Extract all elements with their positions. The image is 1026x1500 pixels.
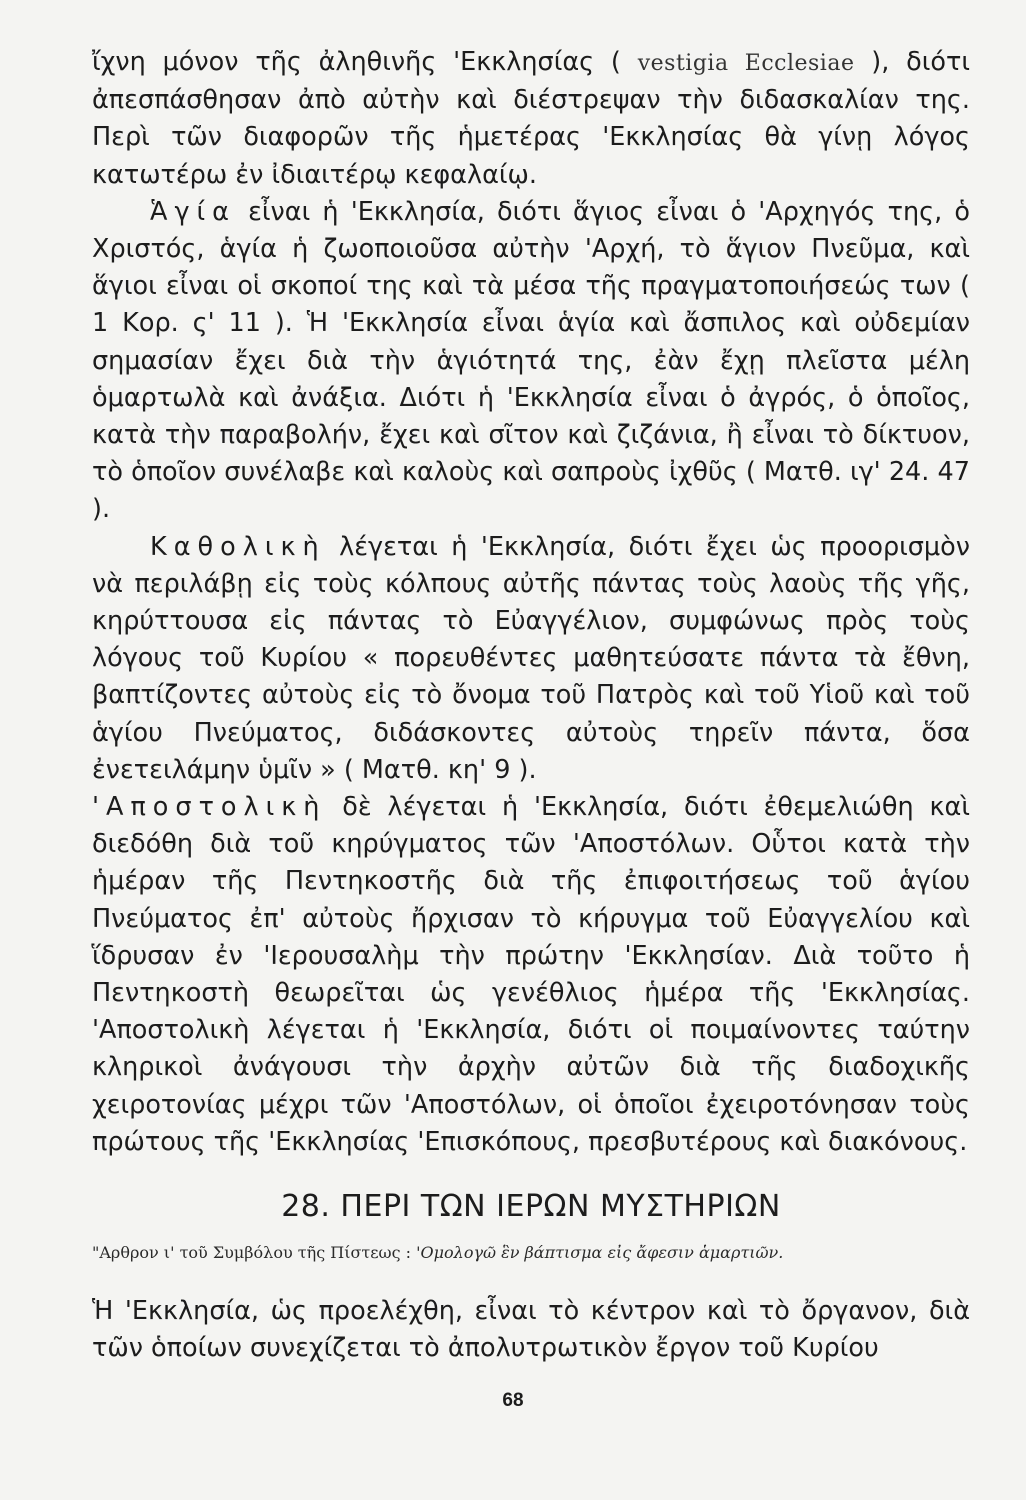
paragraph-church-center: Ἡ 'Εκκλησία, ὡς προελέχθη, εἶναι τὸ κέντρον καὶ τὸ ὄργανον, διὰ τῶν ὁποίων συνεχίζεται τὸ ἀπολυτρωτικὸν ἔργον τοῦ Κυρίου (92, 1296, 970, 1364)
paragraph-catholic-text: λέγεται ἡ 'Εκκλησία, διότι ἔχει ὡς προορισμὸν νὰ περιλάβῃ εἰς τοὺς κόλπους αὐτῆς πάντας τοὺς λαοὺς τῆς γῆς, κηρύττουσα εἰς πάντας τὸ Εὐαγγέλιον, συμφώνως πρὸς τοὺς λόγους τοῦ Κυρίου « πορευθέντες μαθητεύσατε πάντα τὰ ἔθνη, βαπτίζοντες αὐτοὺς εἰς τὸ ὄνομα τοῦ Πατρὸς καὶ τοῦ Υἱοῦ καὶ τοῦ ἁγίου Πνεύματος, διδάσκοντες αὐτοὺς τηρεῖν πάντα, ὅσα ἐνετειλάμην ὑμῖν » ( Ματθ. κη' 9 ). (92, 531, 970, 785)
term-apostolic: 'Αποστολικὴ (92, 792, 327, 823)
paragraph-vestigia (92, 44, 970, 194)
paragraph-holy-text: εἶναι ἡ 'Εκκλησία, διότι ἅγιος εἶναι ὁ 'Αρχηγός της, ὁ Χριστός, ἁγία ἡ ζωοποιοῦσα αὐτὴν 'Αρχή, τὸ ἅγιον Πνεῦμα, καὶ ἅγιοι εἶναι οἱ σκοποί της καὶ τὰ μέσα τῆς πραγματοποιήσεώς των ( 1 Κορ. ς' 11 ). Ἡ 'Εκκλησία εἶναι ἁγία καὶ ἄσπιλος καὶ οὐδεμίαν σημασίαν ἔχει διὰ τὴν ἁγιότητά της, ἐὰν ἔχῃ πλεῖστα μέλη ὁμαρτωλὰ καὶ ἀνάξια. Διότι ἡ 'Εκκλησία εἶναι ὁ ἀγρός, ὁ ὁποῖος, κατὰ τὴν παραβολήν, ἔχει καὶ σῖτον καὶ ζιζάνια, ἢ εἶναι τὸ δίκτυον, τὸ ὁποῖον συνέλαβε καὶ καλοὺς καὶ σαπροὺς ἰχθῦς ( Ματθ. ιγ' 24. 47 ). (92, 196, 970, 525)
creed-article-quote: 'Ομολογῶ ἓν βάπτισμα εἰς ἄφεσιν ἁμαρτιῶν. (416, 1243, 784, 1263)
term-catholic: Καθολικὴ (150, 531, 326, 562)
paragraph-holy (92, 194, 970, 529)
paragraph-apostolic (92, 789, 970, 1161)
paragraph-1-text-a: ἴχνη μόνον τῆς ἀληθινῆς 'Εκκλησίας ( (92, 47, 638, 77)
creed-article-note (92, 1241, 970, 1265)
section-heading: 28. ΠΕΡΙ ΤΩΝ ΙΕΡΩΝ ΜΥΣΤΗΡΙΩΝ (281, 1189, 781, 1225)
page-body (92, 44, 970, 1368)
creed-article-prefix: "Αρθρον ι' τοῦ Συμβόλου τῆς Πίστεως : (92, 1243, 412, 1263)
term-holy: Ἁγία (150, 196, 236, 227)
latin-phrase: vestigia Ecclesiae (637, 51, 855, 76)
page-number: 68 (502, 1390, 524, 1411)
paragraph-apostolic-text: δὲ λέγεται ἡ 'Εκκλησία, διότι ἐθεμελιώθη καὶ διεδόθη διὰ τοῦ κηρύγματος τῶν 'Αποστόλων. Οὗτοι κατὰ τὴν ἡμέραν τῆς Πεντηκοστῆς διὰ τῆς ἐπιφοιτήσεως τοῦ ἁγίου Πνεύματος ἐπ' αὐτοὺς ἤρχισαν τὸ κήρυγμα τοῦ Εὐαγγελίου καὶ ἵδρυσαν ἐν 'Ιερουσαλὴμ τὴν πρώτην 'Εκκλησίαν. Διὰ τοῦτο ἡ Πεντηκοστὴ θεωρεῖται ὡς γενέθλιος ἡμέρα τῆς 'Εκκλησίας. 'Αποστολικὴ λέγεται ἡ 'Εκκλησία, διότι οἱ ποιμαίνοντες ταύτην κληρικοὶ ἀνάγουσι τὴν ἀρχὴν αὐτῶν διὰ τῆς διαδοχικῆς χειροτονίας μέχρι τῶν 'Αποστόλων, οἱ ὁποῖοι ἐχειροτόνησαν τοὺς πρώτους τῆς 'Εκκλησίας 'Επισκόπους, πρεσβυτέρους καὶ διακόνους. (92, 792, 970, 1157)
paragraph-catholic (92, 529, 970, 789)
paragraph-1-text-b: ), διότι ἀπεσπάσθησαν ἀπὸ αὐτὴν καὶ διέστρεψαν τὴν διδασκαλίαν της. Περὶ τῶν διαφορῶν τῆς ἡμετέρας 'Εκκλησίας θὰ γίνῃ λόγος κατωτέρω ἐν ἰδιαιτέρῳ κεφαλαίῳ. (92, 47, 970, 190)
